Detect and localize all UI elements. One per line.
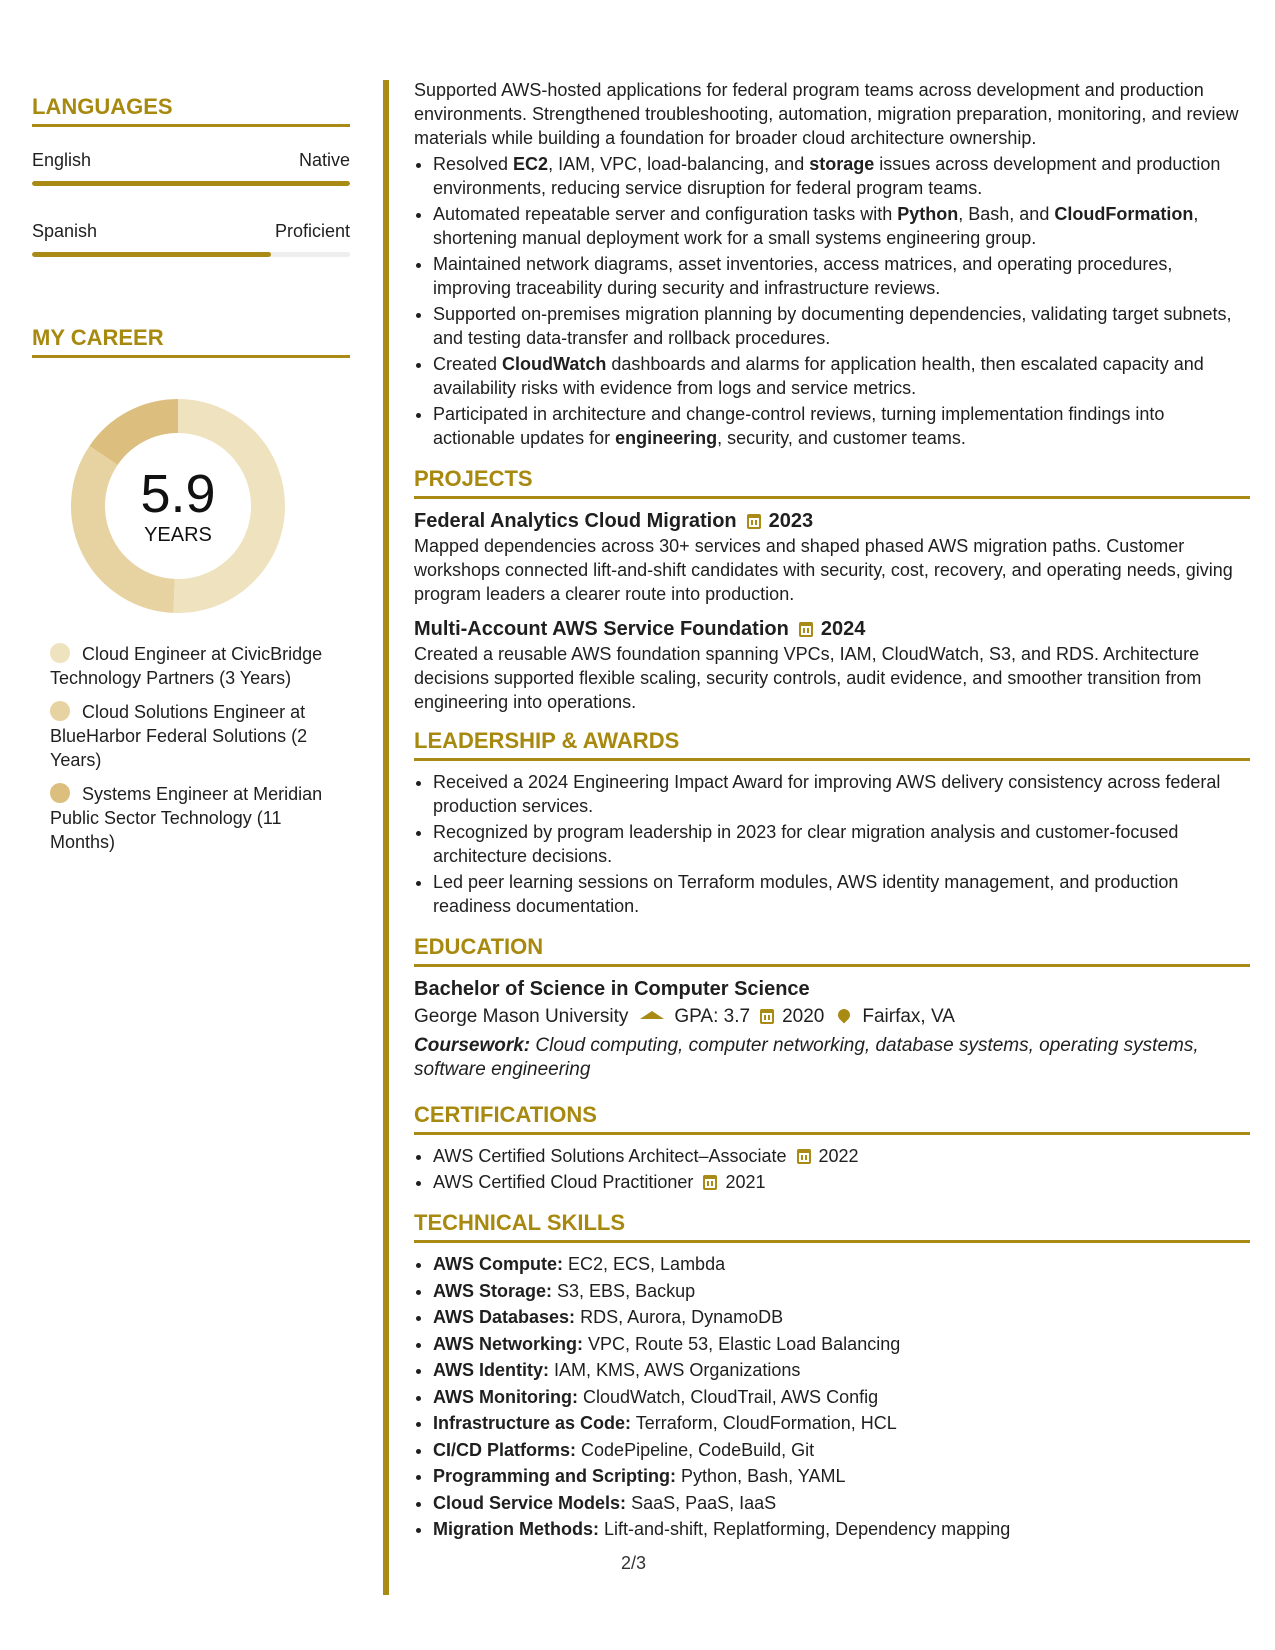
skills-heading: TECHNICAL SKILLS [414,1210,626,1235]
certification-year: 2022 [818,1146,859,1166]
certification-name: AWS Certified Solutions Architect–Associate [433,1146,787,1166]
skill-label: Infrastructure as Code: [433,1413,632,1433]
career-heading: MY CAREER [32,325,164,350]
skill-value: EC2, ECS, Lambda [568,1254,726,1274]
skill-value: RDS, Aurora, DynamoDB [580,1307,784,1327]
education-rule [414,964,1250,967]
skill-value: SaaS, PaaS, IaaS [631,1492,777,1513]
certification-name: AWS Certified Cloud Practitioner [433,1172,694,1192]
skill-item [433,1358,1250,1383]
certification-item [433,1144,1250,1168]
skills-rule [414,1240,1250,1243]
experience-bullet [433,202,1250,250]
career-legend-text: Cloud Engineer at CivicBridge Technology Partners (3 Years) [50,644,323,688]
project-title: Multi-Account AWS Service Foundation [414,618,789,640]
certifications-heading: CERTIFICATIONS [414,1102,597,1127]
skill-label: Migration Methods: [433,1519,599,1539]
skill-value: CloudWatch, CloudTrail, AWS Config [582,1386,879,1407]
language-level-fill [32,181,350,186]
bold-keyword: CloudWatch [502,354,607,374]
skill-value: S3, EBS, Backup [557,1280,696,1301]
main-column [414,78,1250,1544]
project-description: Created a reusable AWS foundation spanning VPCs, IAM, CloudWatch, S3, and RDS. Architecture decisions supported flexible scaling, security controls, audit evidence, and smoother transition from engineering into operations. [414,644,1202,712]
experience-bullet [433,252,1250,300]
leadership-heading: LEADERSHIP & AWARDS [414,728,680,753]
languages-heading: LANGUAGES [32,94,173,119]
bold-keyword: Python [897,204,959,224]
education-location: Fairfax, VA [862,1006,955,1027]
language-level-fill [32,252,271,257]
bullet-text: , Bash, and [958,204,1055,224]
bullet-text: Maintained network diagrams, asset inventories, access matrices, and operating procedures, improving traceability during security and infrastructure reviews. [433,254,1173,298]
skill-item [433,1332,1250,1357]
language-level: Native [298,150,350,170]
skill-item [433,1438,1250,1463]
leadership-rule [414,758,1250,761]
project-title-row [414,616,1250,642]
projects-heading: PROJECTS [414,466,533,491]
skill-value: Python, Bash, YAML [681,1466,846,1486]
languages-rule [32,124,350,127]
projects-rule [414,496,1250,499]
skill-value: Terraform, CloudFormation, HCL [635,1413,897,1433]
bold-keyword: engineering [615,428,718,448]
language-name: English [32,150,92,170]
project-year: 2024 [820,618,866,640]
skill-item [433,1491,1250,1516]
career-legend-text: Cloud Solutions Engineer at BlueHarbor Federal Solutions (2 Years) [50,702,308,770]
legend-dot-icon [50,643,70,663]
calendar-icon [760,1009,774,1024]
education-gpa: GPA: 3.7 [674,1006,751,1027]
leadership-item: • Recognized by program leadership in 2023 for clear migration analysis and customer-focused architecture decisions. [433,820,1250,868]
graduation-cap-icon [640,1011,664,1019]
calendar-icon [747,514,761,529]
language-row [32,149,350,171]
certifications-rule [414,1132,1250,1135]
project-title-row [414,508,1250,534]
experience-bullet [433,302,1250,350]
experience-summary: Supported AWS-hosted applications for federal program teams across development and production environments. Strengthened troubleshooting, automation, migration preparation, monitoring, and review materials while building a foundation for broader cloud architecture ownership. [414,80,1239,148]
leadership-item: • Received a 2024 Engineering Impact Award for improving AWS delivery consistency across federal production services. [433,770,1250,818]
calendar-icon [797,1149,811,1164]
calendar-icon [799,622,813,637]
leadership-list [414,770,1250,918]
bold-keyword: storage [809,154,875,174]
education-details [414,1002,1250,1032]
experience-bullet [433,152,1250,200]
skills-list [414,1252,1250,1542]
skill-label: Programming and Scripting: [433,1466,677,1486]
bullet-text: , shortening manual deployment work for a small systems engineering group. [433,204,1199,248]
skill-item [433,1411,1250,1436]
bullet-text: Automated repeatable server and configuration tasks with [433,204,898,224]
skill-label: Cloud Service Models: [433,1492,627,1513]
bullet-text: Participated in architecture and change-control reviews, turning implementation findings into actionable updates for [433,404,1165,448]
skill-item [433,1517,1250,1542]
skill-value: Lift-and-shift, Replatforming, Dependency mapping [604,1519,1011,1539]
career-legend-item [50,642,350,690]
education-heading: EDUCATION [414,934,544,959]
coursework-text: Cloud computing, computer networking, database systems, operating systems, software engineering [414,1035,1199,1080]
certifications-list [414,1144,1250,1194]
skill-label: CI/CD Platforms: [433,1439,577,1460]
career-legend [50,642,350,864]
experience-bullet [433,352,1250,400]
skill-value: VPC, Route 53, Elastic Load Balancing [588,1333,901,1354]
skill-label: AWS Databases: [433,1307,576,1327]
location-pin-icon [836,1007,853,1024]
language-level: Proficient [274,221,350,241]
bold-keyword: EC2 [513,154,549,174]
bullet-text: issues across development and production environments, reducing service disruption for federal program teams. [433,154,1221,198]
skill-label: AWS Identity: [433,1360,549,1380]
skill-label: AWS Storage: [433,1280,553,1301]
career-legend-item [50,700,350,772]
language-item [32,220,350,257]
bullet-text: Supported on-premises migration planning by documenting dependencies, validating target subnets, and testing data-transfer and rollback procedures. [433,304,1232,348]
skill-item [433,1464,1250,1489]
project-title: Federal Analytics Cloud Migration [414,510,737,532]
project-description: Mapped dependencies across 30+ services and shaped phased AWS migration paths. Customer workshops connected lift-and-shift candidates with security, cost, recovery, and operating needs, giving program leaders a clearer route into production. [414,536,1233,604]
skill-item [433,1305,1250,1330]
career-total-value: 5.9 [140,464,216,524]
legend-dot-icon [50,701,70,721]
bullet-text: , security, and customer teams. [717,428,966,448]
skill-item [433,1385,1250,1410]
certification-year: 2021 [725,1172,766,1192]
project-year: 2023 [768,510,814,532]
experience-bullet [433,402,1250,450]
bullet-text: Created [433,354,503,374]
education-coursework [414,1034,1250,1082]
career-legend-item [50,782,350,854]
skill-label: AWS Compute: [433,1254,563,1274]
leadership-item: • Led peer learning sessions on Terraform modules, AWS identity management, and production readiness documentation. [433,870,1250,918]
skill-value: CodePipeline, CodeBuild, Git [581,1439,815,1460]
bullet-text: , IAM, VPC, load-balancing, and [548,154,810,174]
language-level-bar [32,181,350,186]
education-degree: Bachelor of Science in Computer Science [414,978,810,1000]
career-legend-text: Systems Engineer at Meridian Public Sector Technology (11 Months) [50,784,323,852]
career-donut [66,394,290,618]
career-donut-center [66,394,290,618]
bullet-text: Resolved [433,154,514,174]
languages-list [32,149,350,257]
legend-dot-icon [50,783,70,803]
bold-keyword: CloudFormation [1054,204,1194,224]
skill-value: IAM, KMS, AWS Organizations [554,1360,801,1380]
language-level-bar [32,252,350,257]
language-row [32,220,350,242]
skill-item [433,1279,1250,1304]
career-rule [32,355,350,358]
bullet-text: dashboards and alarms for application health, then escalated capacity and availability risks with evidence from logs and service metrics. [433,354,1204,398]
education-school: George Mason University [414,1006,629,1027]
skill-item [433,1252,1250,1277]
sidebar [32,94,350,852]
projects-list [414,508,1250,714]
certification-item [433,1170,1250,1194]
career-total-unit: YEARS [144,524,212,546]
education-year: 2020 [782,1006,825,1027]
calendar-icon [703,1175,717,1190]
language-name: Spanish [32,221,98,241]
column-divider [383,80,389,1595]
page-number: 2/3 [621,1553,647,1573]
coursework-label: Coursework: [414,1035,531,1056]
skill-label: AWS Networking: [433,1333,584,1354]
language-item [32,149,350,186]
experience-bullets [414,152,1250,450]
skill-label: AWS Monitoring: [433,1386,578,1407]
